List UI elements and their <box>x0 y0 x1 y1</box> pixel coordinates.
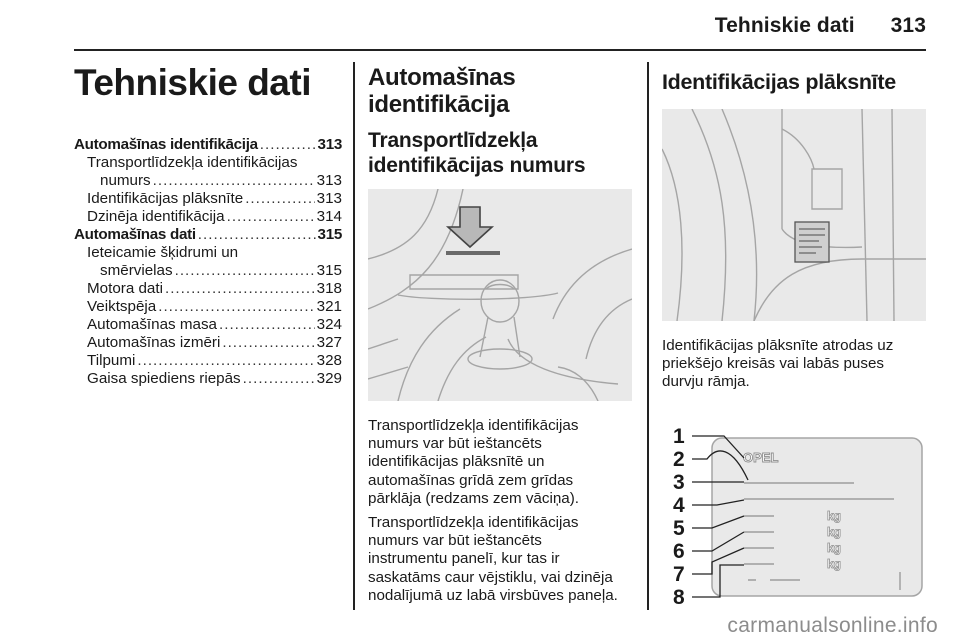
page-number: 313 <box>890 14 926 37</box>
toc-entry[interactable] <box>74 334 342 352</box>
column-contents <box>74 60 342 388</box>
toc-leader-dots <box>219 316 315 334</box>
toc-entry-page: 324 <box>316 316 342 333</box>
toc-entry[interactable] <box>74 136 342 154</box>
callout-number-1: 1 <box>673 424 685 448</box>
table-of-contents <box>74 136 342 388</box>
toc-entry-label: Tilpumi <box>87 352 136 369</box>
toc-entry-label: Ieteicamie šķidrumi un <box>87 244 239 261</box>
toc-entry-page: 318 <box>316 280 342 297</box>
toc-entry[interactable] <box>74 262 342 280</box>
text-line: Transportlīdzekļa identifikācijas <box>368 417 579 434</box>
text-line: Identifikācijas plāksnīte atrodas uz <box>662 337 894 354</box>
callout-number-7: 7 <box>673 562 685 586</box>
column-vehicle-identification <box>368 60 633 611</box>
toc-entry-label: Automašīnas izmēri <box>87 334 221 351</box>
toc-entry-label: Identifikācijas plāksnīte <box>87 190 244 207</box>
toc-leader-dots <box>222 334 314 352</box>
toc-leader-dots <box>153 172 315 190</box>
vin-plate-slot <box>446 251 500 255</box>
toc-entry-page: 328 <box>316 352 342 369</box>
toc-entry-label: Dzinēja identifikācija <box>87 208 225 225</box>
toc-entry-page: 329 <box>316 370 342 387</box>
toc-entry-label: Automašīnas dati <box>74 226 196 243</box>
toc-leader-dots <box>165 280 315 298</box>
plate-location-paragraph <box>662 337 926 392</box>
toc-leader-dots <box>227 208 315 226</box>
text-line: nodalījumā uz labā virsbūves paneļa. <box>368 586 618 604</box>
text-line: priekšējo kreisās vai labās puses <box>662 355 885 373</box>
toc-entry-page: 315 <box>317 226 342 243</box>
toc-entry-page: 315 <box>316 262 342 279</box>
plate-unit-kg-2: kg <box>827 524 842 539</box>
toc-leader-dots <box>245 190 314 208</box>
plate-unit-kg-4: kg <box>827 556 842 571</box>
vin-paragraph-1 <box>368 417 633 508</box>
toc-entry-label: Motora dati <box>87 280 163 297</box>
toc-entry[interactable] <box>74 172 342 190</box>
column-identification-plate <box>662 60 926 624</box>
section-title-identification-plate: Identifikācijas plāksnīte <box>662 70 896 94</box>
plate-unit-kg-1: kg <box>827 508 842 523</box>
toc-leader-dots <box>137 352 314 370</box>
toc-entry-page: 313 <box>316 190 342 207</box>
chapter-title: Tehniskie dati <box>74 62 311 103</box>
callout-number-3: 3 <box>673 470 685 494</box>
toc-entry-label: Gaisa spiediens riepās <box>87 370 241 387</box>
vin-paragraph-2 <box>368 514 633 605</box>
text-line: saskatāms caur vējstiklu, vai dzinēja <box>368 568 613 586</box>
door-frame-illustration <box>662 109 926 321</box>
text-line: automašīnas grīdā zem grīdas <box>368 471 574 489</box>
toc-entry[interactable] <box>74 280 342 298</box>
toc-entry[interactable] <box>74 208 342 226</box>
text-line: Transportlīdzekļa identifikācijas <box>368 514 579 532</box>
toc-entry[interactable] <box>74 190 342 208</box>
toc-entry-page: 313 <box>316 172 342 189</box>
plate-unit-kg-3: kg <box>827 540 842 555</box>
identification-plate-diagram <box>662 412 926 624</box>
callout-number-8: 8 <box>673 585 685 609</box>
toc-entry[interactable] <box>74 370 342 388</box>
toc-leader-dots <box>243 370 315 388</box>
identification-plate-sticker <box>795 222 829 262</box>
callout-number-5: 5 <box>673 516 685 540</box>
callout-number-2: 2 <box>673 447 685 471</box>
illustration-background <box>662 109 926 321</box>
callout-number-6: 6 <box>673 539 685 563</box>
toc-entry-page: 313 <box>317 136 342 153</box>
callout-numbers <box>673 425 685 609</box>
subsection-title-vin: Transportlīdzekļa identifikācijas numurs <box>368 129 586 177</box>
toc-entry-page: 327 <box>316 334 342 351</box>
running-header-section: Tehniskie dati <box>714 14 855 37</box>
toc-leader-dots <box>175 262 315 280</box>
running-header <box>715 14 926 38</box>
watermark-text: carmanualsonline.info <box>727 614 938 637</box>
text-line: numurs var būt ieštancēts <box>368 435 542 453</box>
text-line: durvju rāmja. <box>662 373 750 391</box>
toc-entry-label: Automašīnas masa <box>87 316 217 333</box>
header-rule <box>74 49 926 51</box>
toc-entry[interactable] <box>74 244 342 262</box>
toc-entry-label: Veiktspēja <box>87 298 157 315</box>
toc-entry[interactable] <box>74 316 342 334</box>
toc-leader-dots <box>260 136 316 154</box>
text-line: instrumentu panelī, kur tas ir <box>368 550 560 568</box>
toc-leader-dots <box>158 298 314 316</box>
callout-number-4: 4 <box>673 493 685 517</box>
toc-entry-page: 314 <box>316 208 342 225</box>
text-line: pārklāja (redzams zem vāciņa). <box>368 489 580 507</box>
toc-entry-label: smērvielas <box>100 262 173 279</box>
toc-entry[interactable] <box>74 154 342 172</box>
toc-entry[interactable] <box>74 352 342 370</box>
column-separator-1 <box>353 62 355 610</box>
toc-leader-dots <box>198 226 316 244</box>
toc-entry-page: 321 <box>316 298 342 315</box>
column-separator-2 <box>647 62 649 610</box>
toc-entry-label: Automašīnas identifikācija <box>74 136 258 153</box>
toc-entry[interactable] <box>74 298 342 316</box>
section-title-vehicle-identification: Automašīnas identifikācija <box>368 64 516 118</box>
vin-location-illustration <box>368 189 632 401</box>
text-line: numurs var būt ieštancēts <box>368 532 542 550</box>
toc-entry-label: Transportlīdzekļa identifikācijas <box>87 154 298 171</box>
toc-entry-label: numurs <box>100 172 151 189</box>
text-line: identifikācijas plāksnītē un <box>368 453 545 471</box>
toc-entry[interactable] <box>74 226 342 244</box>
plate-brand-text: OPEL <box>743 449 779 465</box>
